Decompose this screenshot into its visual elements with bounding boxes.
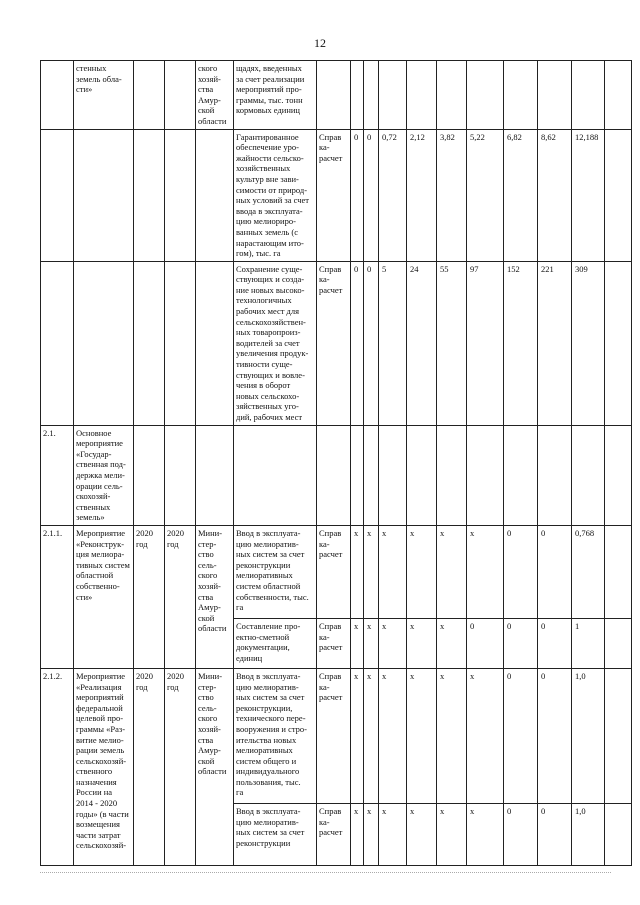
table-row [41,425,632,525]
value-cell: 0 [504,668,538,803]
value-cell: x [364,618,379,668]
value-cell [407,425,437,525]
value-cell: 55 [437,261,467,425]
value-cell: x [467,668,504,803]
indicator-cell: Гарантированное обеспечение уро- жайности сельско- хозяйственных культур вне зави- симости от природ- ных условий за счет ввода в эксплуата- цию мелиориро- ванных земель (с нарастающим ито- гом), тыс. га [234,129,317,261]
indicator-cell: Ввод в эксплуата- цию мелиоратив- ных систем за счет реконструкции мелиоративных систем областной собственности, тыс. га [234,525,317,618]
executor-cell [196,129,234,261]
indicator-cell: Ввод в эксплуата- цию мелиоратив- ных систем за счет реконструкции, технического пере- вооружения и стро- ительства новых мелиоративных систем общего и индивидуального пользования, тыс. га [234,668,317,803]
value-cell: 2,12 [407,129,437,261]
value-cell: x [407,525,437,618]
indicator-cell: Составление про- ектно-сметной документации, единиц [234,618,317,668]
indicator-cell: Сохранение суще- ствующих и созда- ние новых высоко- технологичных рабочих мест для сельскохозяйствен- ных товаропроиз- водителей за счет увеличения продук- тивности суще- ствующих и вовле- чения в оборот новых сельскохо- зяйственных уго- дий, рабочих мест [234,261,317,425]
value-cell: 0 [364,261,379,425]
value-cell [437,425,467,525]
value-cell: 1,0 [572,803,605,865]
value-cell [407,61,437,130]
value-cell [605,525,632,618]
value-cell: x [351,668,364,803]
value-cell: x [437,618,467,668]
value-cell [605,668,632,803]
value-cell [538,425,572,525]
unit-cell: Справ ка- расчет [317,525,351,618]
value-cell: 152 [504,261,538,425]
value-cell [572,425,605,525]
value-cell [605,803,632,865]
row-number-cell: 2.1. [41,425,74,525]
value-cell [605,618,632,668]
scan-edge-divider [40,872,611,873]
row-number-cell: 2.1.2. [41,668,74,865]
table-row [41,525,632,618]
value-cell: 0 [538,618,572,668]
end-year-cell: 2020 год [165,668,196,865]
value-cell: 0 [538,668,572,803]
row-number-cell [41,61,74,130]
value-cell: x [407,618,437,668]
unit-cell [317,61,351,130]
start-year-cell [134,425,165,525]
value-cell: 12,188 [572,129,605,261]
event-cell: Основное мероприятие «Государ- ственная под- держка мели- орации сель- скохозяй- ственных земель» [74,425,134,525]
value-cell: x [379,618,407,668]
indicator-cell: Ввод в эксплуата- цию мелиоратив- ных систем за счет реконструкции [234,803,317,865]
value-cell: 8,62 [538,129,572,261]
value-cell: 3,82 [437,129,467,261]
value-cell [605,261,632,425]
value-cell: 0 [467,618,504,668]
event-cell: Мероприятие «Реконструк- ция мелиора- тивных систем областной собственно- сти» [74,525,134,668]
value-cell: 6,82 [504,129,538,261]
value-cell: x [467,803,504,865]
value-cell: 5,22 [467,129,504,261]
value-cell: 0 [351,129,364,261]
executor-cell [196,261,234,425]
end-year-cell [165,129,196,261]
value-cell: 0 [538,803,572,865]
value-cell: 0,768 [572,525,605,618]
executor-cell [196,425,234,525]
row-number-cell [41,129,74,261]
unit-cell: Справ ка- расчет [317,261,351,425]
executor-cell: ского хозяй- ства Амур- ской области [196,61,234,130]
value-cell [467,425,504,525]
value-cell [504,61,538,130]
event-cell [74,129,134,261]
unit-cell: Справ ка- расчет [317,803,351,865]
indicator-cell [234,425,317,525]
value-cell [351,425,364,525]
value-cell: x [437,525,467,618]
value-cell: 309 [572,261,605,425]
executor-cell: Мини- стер- ство сель- ского хозяй- ства Амур- ской области [196,668,234,865]
value-cell: x [467,525,504,618]
executor-cell: Мини- стер- ство сель- ского хозяй- ства Амур- ской области [196,525,234,668]
value-cell: x [351,525,364,618]
value-cell: x [364,525,379,618]
value-cell: x [379,668,407,803]
value-cell [379,61,407,130]
value-cell: x [351,803,364,865]
event-cell [74,261,134,425]
indicators-table [40,60,632,866]
value-cell: 1,0 [572,668,605,803]
value-cell [605,129,632,261]
event-cell: Мероприятие «Реализация мероприятий федеральной целевой про- граммы «Раз- витие мелио- рации земель сельскохозяй- ственного назначения России на 2014 - 2020 годы» (в части возмещения части затрат сельскохозяй- [74,668,134,865]
value-cell [437,61,467,130]
unit-cell: Справ ка- расчет [317,668,351,803]
table-row [41,61,632,130]
table-row [41,129,632,261]
end-year-cell: 2020 год [165,525,196,668]
unit-cell: Справ ка- расчет [317,618,351,668]
value-cell: x [437,803,467,865]
value-cell [605,61,632,130]
value-cell: 0 [351,261,364,425]
value-cell: 5 [379,261,407,425]
table-row [41,668,632,803]
start-year-cell: 2020 год [134,668,165,865]
value-cell [364,425,379,525]
value-cell: x [364,803,379,865]
value-cell: 0 [504,525,538,618]
start-year-cell [134,129,165,261]
value-cell [504,425,538,525]
unit-cell: Справ ка- расчет [317,129,351,261]
value-cell [538,61,572,130]
row-number-cell [41,261,74,425]
value-cell: 0 [364,129,379,261]
unit-cell [317,425,351,525]
value-cell: 0 [504,803,538,865]
event-cell: стенных земель обла- сти» [74,61,134,130]
value-cell: x [351,618,364,668]
indicator-cell: щадях, введенных за счет реализации мероприятий про- граммы, тыс. тонн кормовых единиц [234,61,317,130]
end-year-cell [165,261,196,425]
value-cell: x [437,668,467,803]
value-cell [364,61,379,130]
value-cell: 97 [467,261,504,425]
value-cell: 0 [504,618,538,668]
table-row [41,261,632,425]
end-year-cell [165,425,196,525]
start-year-cell [134,261,165,425]
value-cell: 0 [538,525,572,618]
start-year-cell: 2020 год [134,525,165,668]
row-number-cell: 2.1.1. [41,525,74,668]
value-cell [351,61,364,130]
value-cell: x [364,668,379,803]
start-year-cell [134,61,165,130]
value-cell: x [379,525,407,618]
value-cell [572,61,605,130]
page-number: 12 [314,36,326,50]
value-cell: 24 [407,261,437,425]
value-cell: x [407,668,437,803]
value-cell: 0,72 [379,129,407,261]
value-cell [379,425,407,525]
end-year-cell [165,61,196,130]
value-cell: 221 [538,261,572,425]
value-cell: x [379,803,407,865]
value-cell [605,425,632,525]
value-cell [467,61,504,130]
value-cell: x [407,803,437,865]
value-cell: 1 [572,618,605,668]
